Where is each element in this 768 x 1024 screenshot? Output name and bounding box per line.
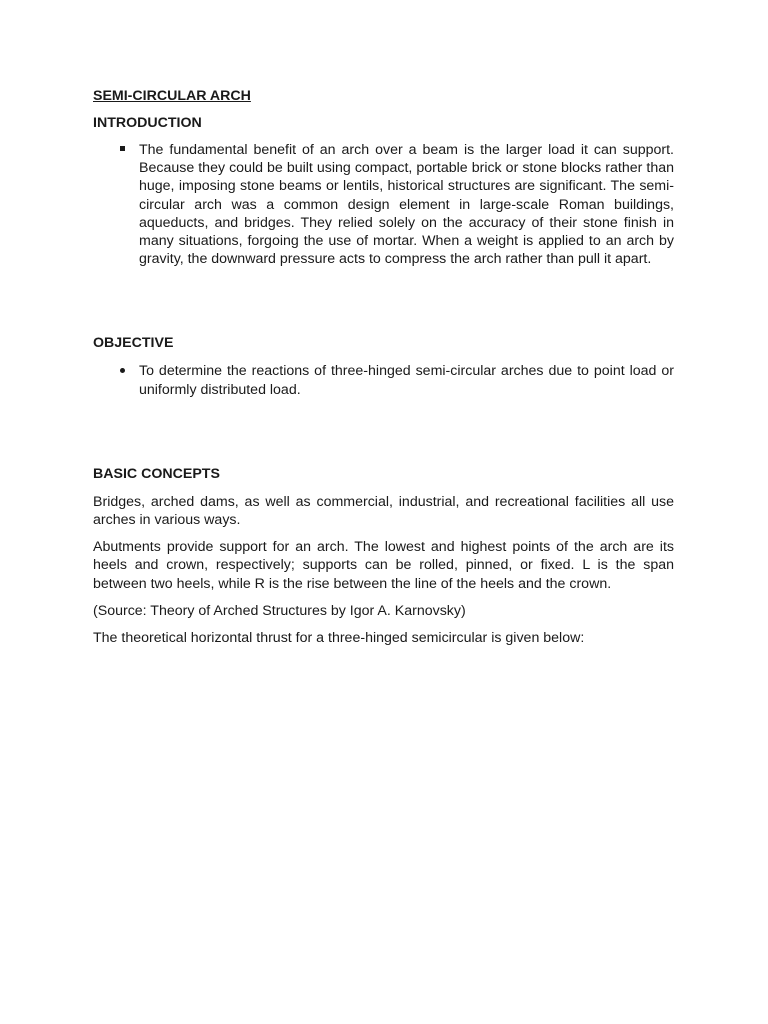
introduction-heading: INTRODUCTION [93,115,202,131]
basic-concepts-heading: BASIC CONCEPTS [93,465,220,482]
objective-text: To determine the reactions of three-hinged semi-circular arches due to point load or uniformly distributed load. [139,363,674,398]
introduction-bullet-item [93,141,674,268]
objective-bullet-item [93,362,674,398]
basic-concepts-paragraph-2: Abutments provide support for an arch. The lowest and highest points of the arch are its heels and crown, respectively; supports can be rolled, pinned, or fixed. L is the span between two heels, while R is the rise between the line of the heels and the crown. [93,539,674,592]
document-content [93,86,674,647]
introduction-text: The fundamental benefit of an arch over a beam is the larger load it can support. Because they could be built using compact, portable brick or stone blocks rather than huge, imposing stone beams or lentils, historical structures are significant. The semi-circular arch was a common design element in large-scale Roman buildings, aqueducts, and bridges. They relied solely on the accuracy of their stone finish in many situations, forgoing the use of mortar. When a weight is applied to an arch by gravity, the downward pressure acts to compress the arch rather than pull it apart. [139,142,674,268]
round-bullet-icon [115,362,129,380]
square-bullet-icon [115,141,129,159]
source-citation: (Source: Theory of Arched Structures by Igor A. Karnovsky) [93,602,466,619]
document-title: SEMI-CIRCULAR ARCH [93,88,251,104]
basic-concepts-paragraph-4: The theoretical horizontal thrust for a three-hinged semicircular is given below: [93,630,585,647]
objective-heading: OBJECTIVE [93,335,174,352]
basic-concepts-paragraph-1: Bridges, arched dams, as well as commercial, industrial, and recreational facilities all use arches in various ways. [93,493,674,529]
